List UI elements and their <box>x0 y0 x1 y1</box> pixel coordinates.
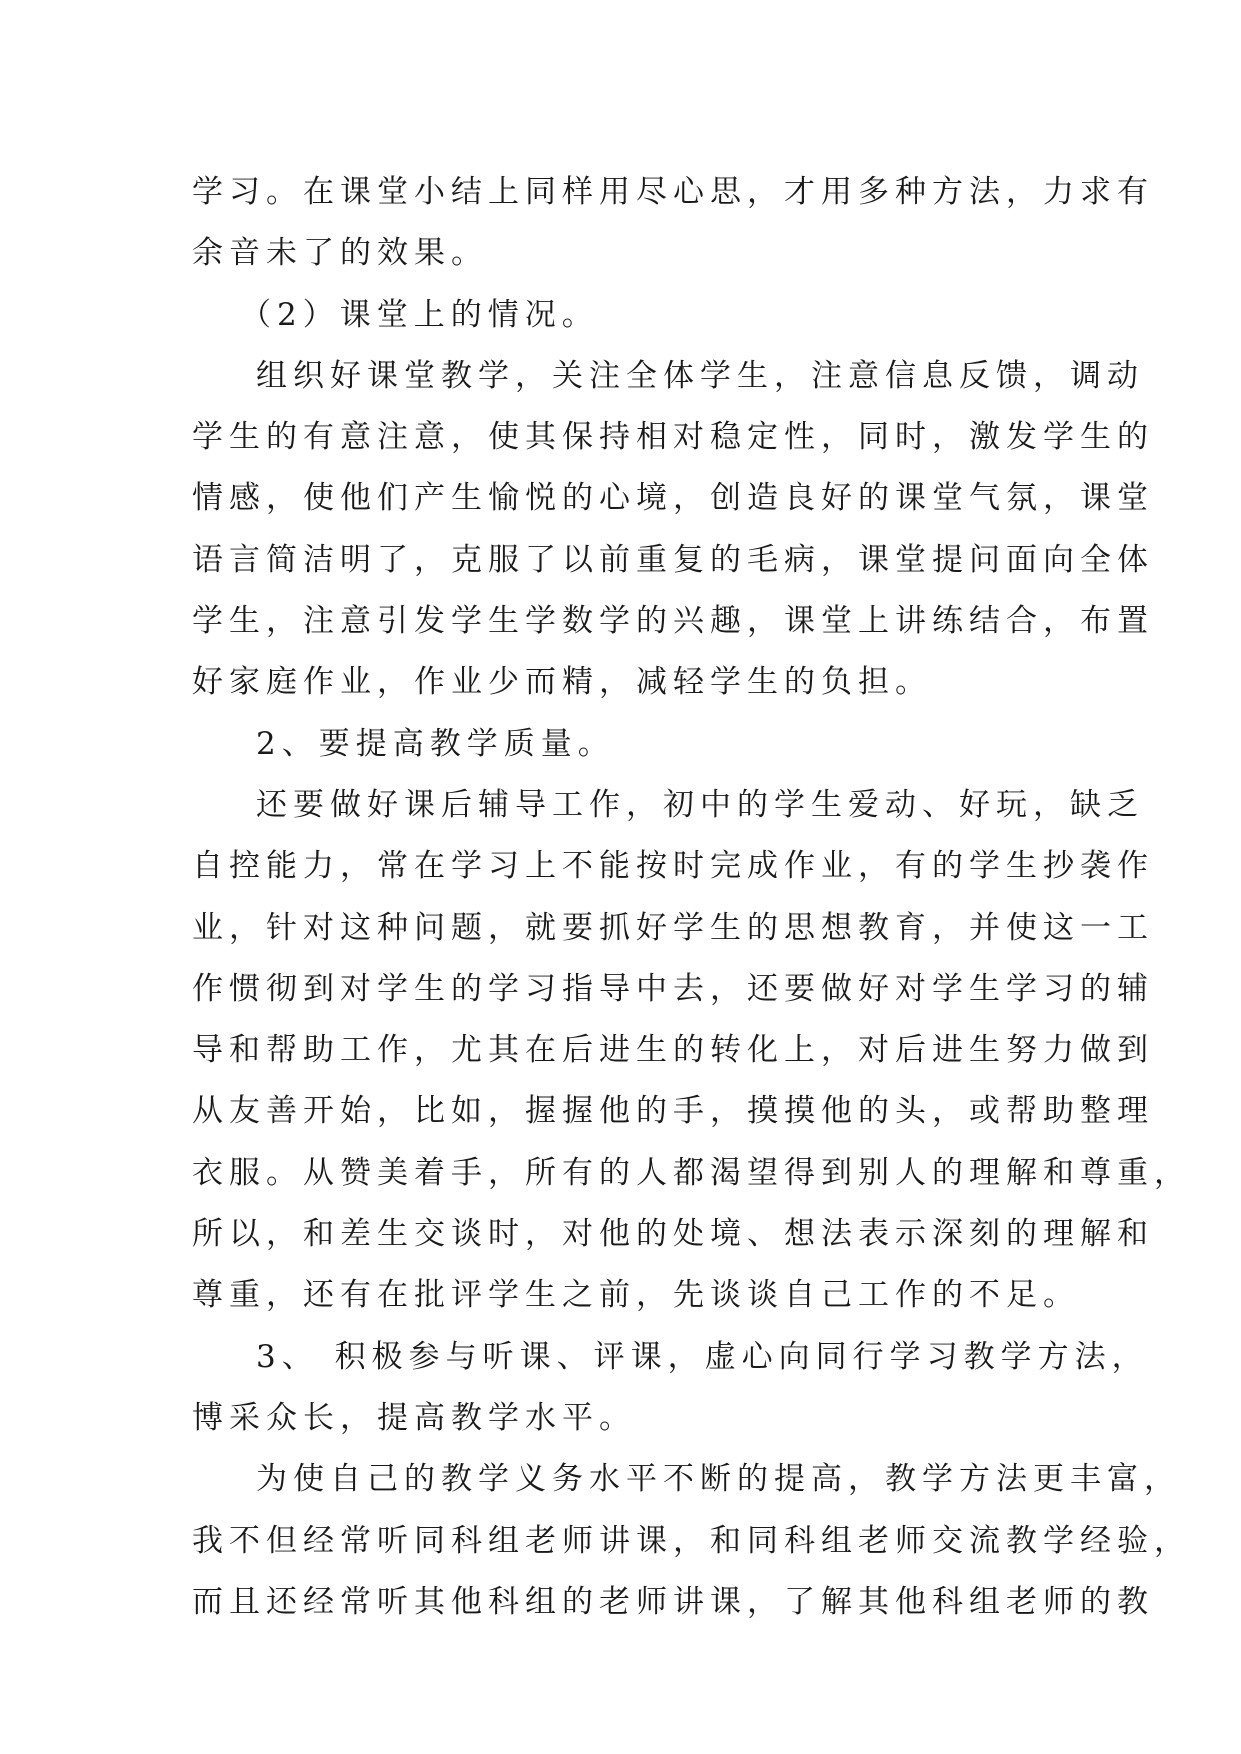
text-line: 组织好课堂教学，关注全体学生，注意信息反馈，调动 <box>256 357 1144 394</box>
text-line: 还要做好课后辅导工作，初中的学生爱动、好玩，缺乏 <box>256 786 1144 823</box>
text-line: 语言简洁明了，克服了以前重复的毛病，课堂提问面向全体 <box>192 541 1154 578</box>
text-line: 所以，和差生交谈时，对他的处境、想法表示深刻的理解和 <box>192 1216 1154 1253</box>
text-line: 余音未了的效果。 <box>192 235 488 272</box>
text-line: 学生的有意注意，使其保持相对稳定性，同时，激发学生的 <box>192 419 1154 456</box>
text-line: 学生，注意引发学生学数学的兴趣，课堂上讲练结合，布置 <box>192 603 1154 640</box>
body-text <box>192 162 1191 1633</box>
text-line: 情感，使他们产生愉悦的心境，创造良好的课堂气氛，课堂 <box>192 480 1154 517</box>
section-heading: 3、 积极参与听课、评课，虚心向同行学习教学方法， <box>256 1338 1149 1375</box>
text-line: 博采众长，提高教学水平。 <box>192 1399 636 1436</box>
text-line: 学习。在课堂小结上同样用尽心思，才用多种方法，力求有 <box>192 174 1154 210</box>
text-line: 好家庭作业，作业少而精，减轻学生的负担。 <box>192 664 932 701</box>
text-line: 作惯彻到对学生的学习指导中去，还要做好对学生学习的辅 <box>192 970 1154 1007</box>
section-heading: 2、要提高教学质量。 <box>256 725 615 762</box>
text-line: 自控能力，常在学习上不能按时完成作业，有的学生抄袭作 <box>192 848 1154 885</box>
text-line: 导和帮助工作，尤其在后进生的转化上，对后进生努力做到 <box>192 1032 1154 1069</box>
section-heading: （2）课堂上的情况。 <box>240 296 599 333</box>
text-line: 从友善开始，比如，握握他的手，摸摸他的头，或帮助整理 <box>192 1093 1154 1130</box>
text-line: 尊重，还有在批评学生之前，先谈谈自己工作的不足。 <box>192 1277 1080 1314</box>
text-line: 业，针对这种问题，就要抓好学生的思想教育，并使这一工 <box>192 909 1154 946</box>
text-line: 为使自己的教学义务水平不断的提高，教学方法更丰富， <box>256 1461 1181 1498</box>
text-line: 而且还经常听其他科组的老师讲课，了解其他科组老师的教 <box>192 1583 1154 1620</box>
text-line: 衣服。从赞美着手，所有的人都渴望得到别人的理解和尊重， <box>192 1154 1191 1191</box>
text-line: 我不但经常听同科组老师讲课，和同科组老师交流教学经验， <box>192 1522 1191 1559</box>
